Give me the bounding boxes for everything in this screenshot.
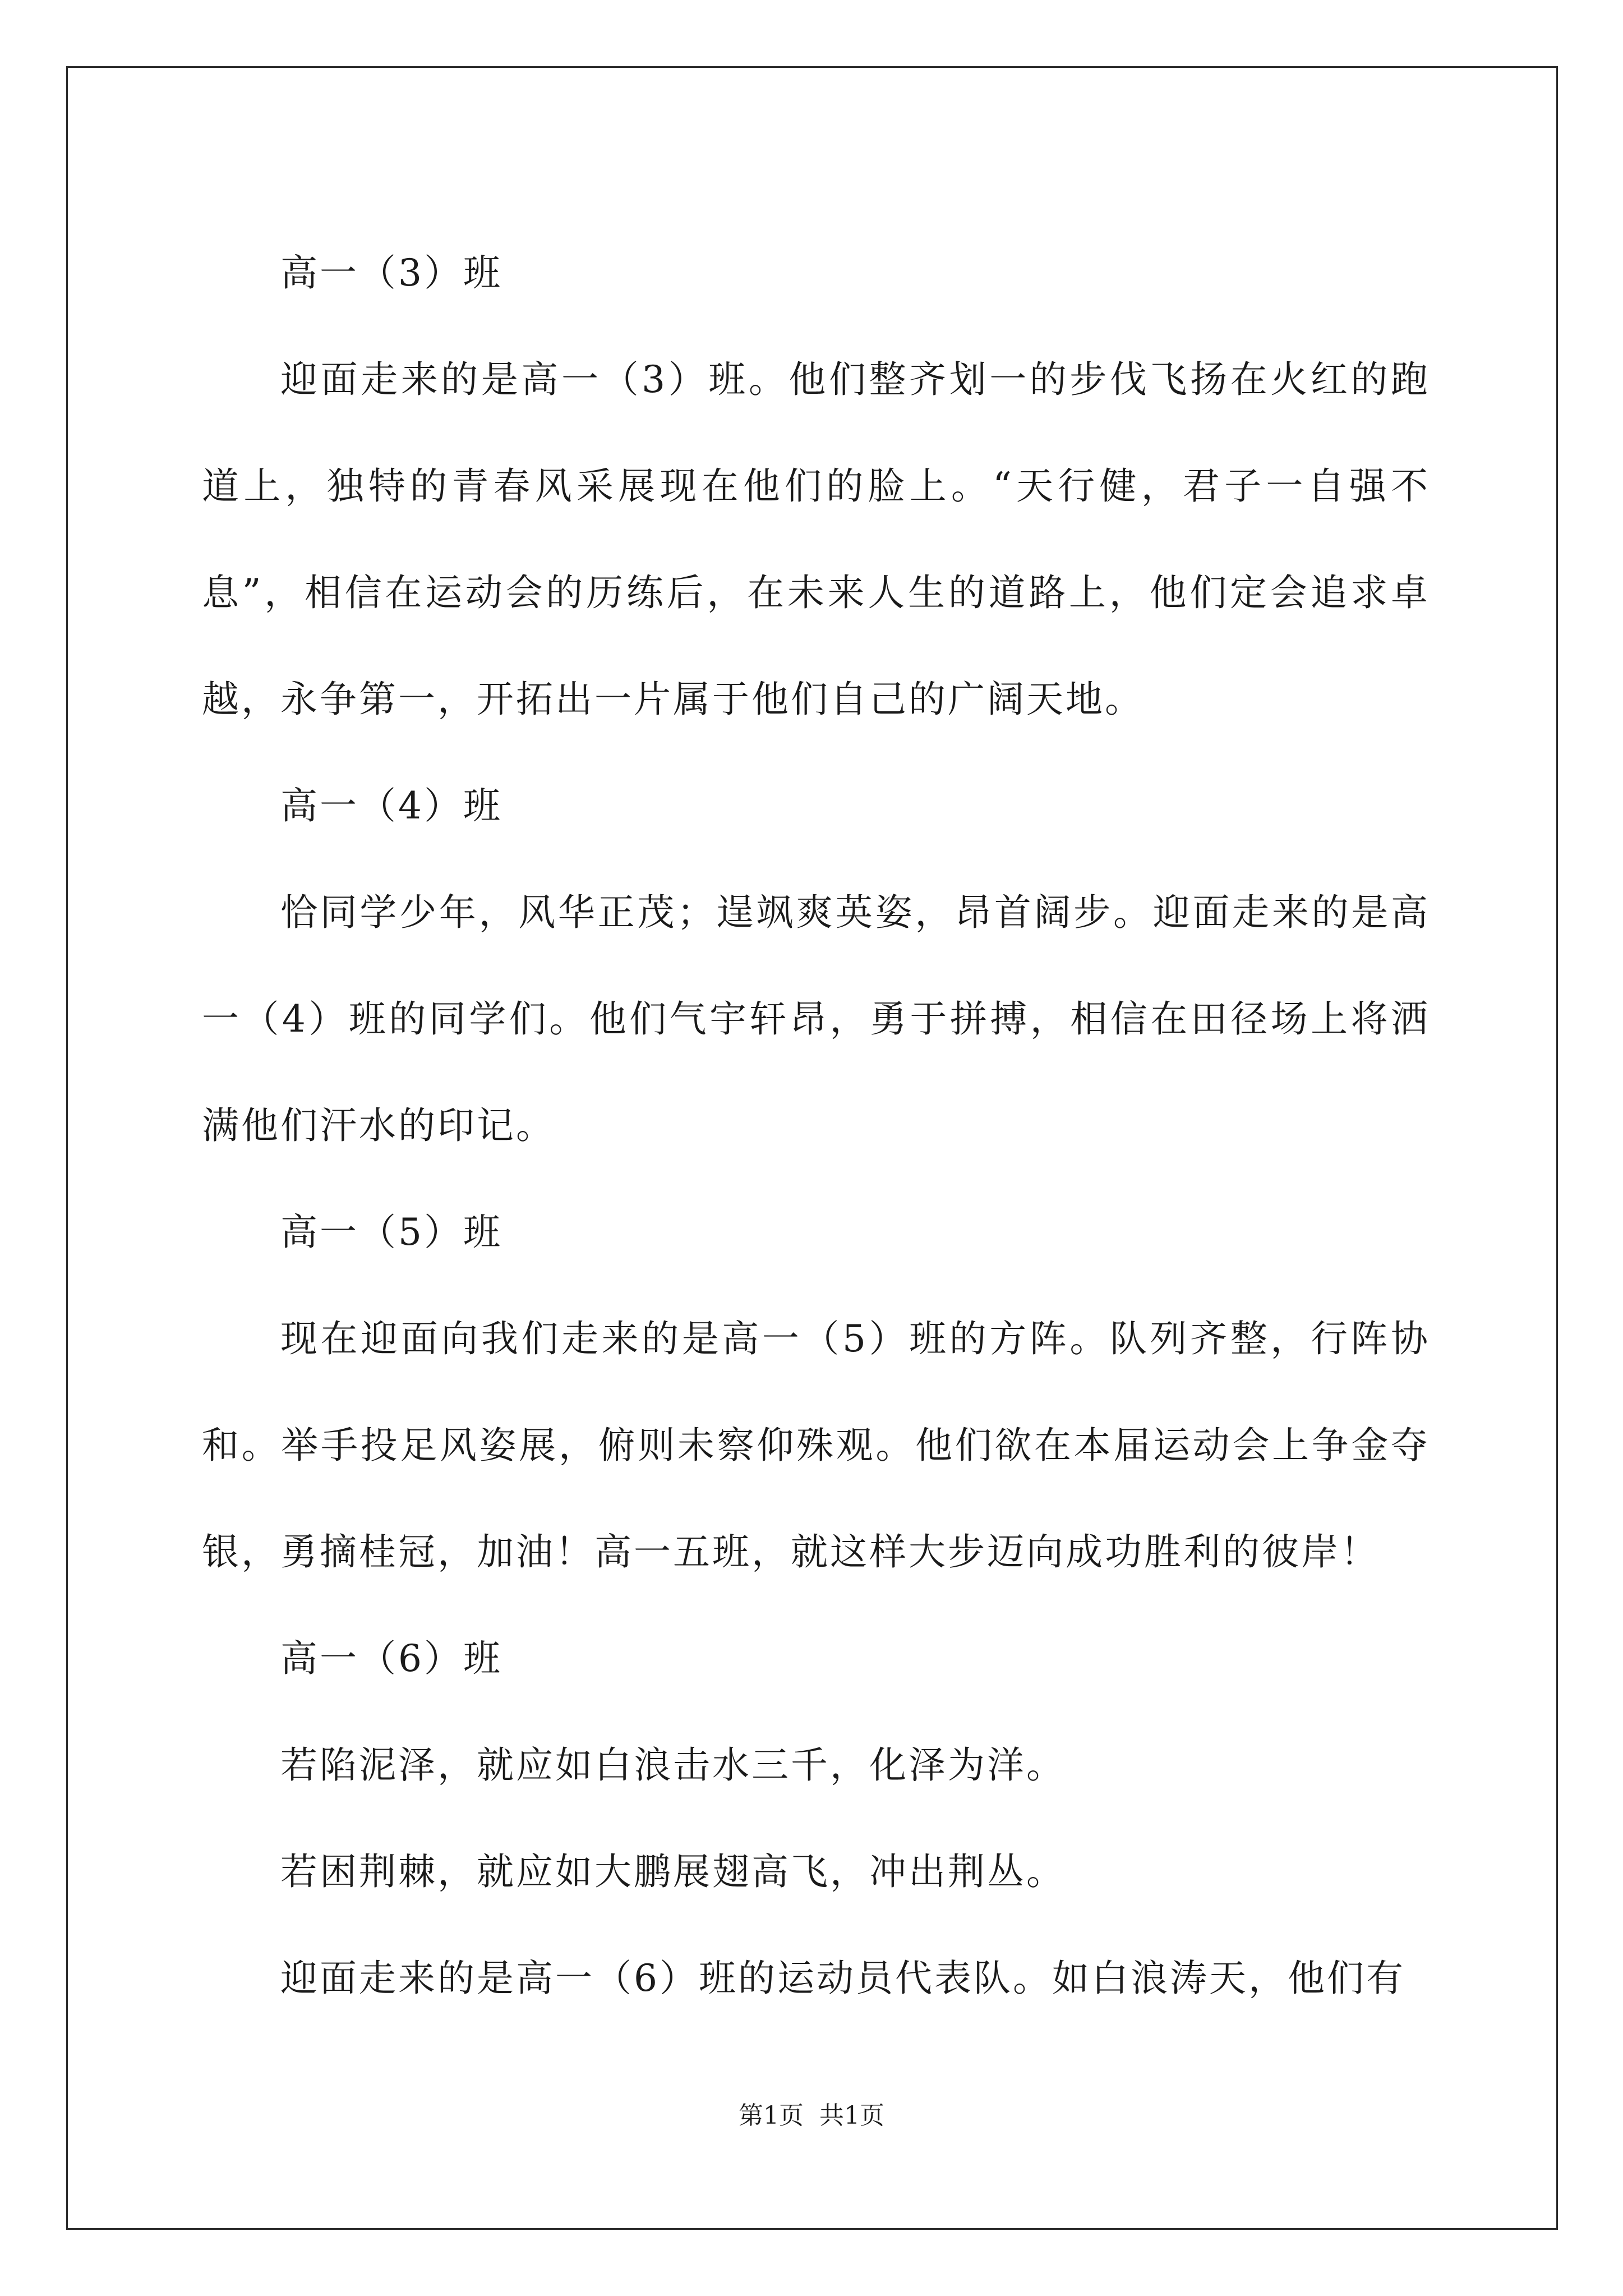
page-number-total: 共1页: [819, 2101, 884, 2130]
page-footer: [0, 2095, 1623, 2131]
paragraph-class-6-line-3: 迎面走来的是高一（6）班的运动员代表队。如白浪涛天，他们有: [280, 1957, 1405, 2000]
paragraph-class-4: 恰同学少年，风华正茂；逞飒爽英姿，昂首阔步。迎面走来的是高一（4）班的同学们。他们气宇轩昂，勇于拼搏，相信在田径场上将洒满他们汗水的印记。: [202, 891, 1430, 1147]
section-heading-class-4: 高一（4）班: [280, 784, 502, 827]
section-heading-class-6: 高一（6）班: [280, 1637, 502, 1680]
paragraph-class-6-line-2: 若困荆棘，就应如大鹏展翅高飞，冲出荆丛。: [280, 1850, 1066, 1893]
section-heading-class-3: 高一（3）班: [280, 251, 502, 295]
paragraph-class-3: 迎面走来的是高一（3）班。他们整齐划一的步伐飞扬在火红的跑道上，独特的青春风采展现在他们的脸上。“天行健，君子一自强不息”，相信在运动会的历练后，在未来人生的道路上，他们定会追求卓越，永争第一，开拓出一片属于他们自己的广阔天地。: [202, 358, 1430, 721]
page-number-current: 第1页: [739, 2101, 804, 2130]
section-heading-class-5: 高一（5）班: [280, 1211, 502, 1254]
document-body: [202, 220, 1430, 2032]
paragraph-class-5: 现在迎面向我们走来的是高一（5）班的方阵。队列齐整，行阵协和。举手投足风姿展，俯则未察仰殊观。他们欲在本届运动会上争金夺银，勇摘桂冠，加油！高一五班，就这样大步迈向成功胜利的彼岸！: [202, 1317, 1430, 1573]
paragraph-class-6-line-1: 若陷泥泽，就应如白浪击水三千，化泽为洋。: [280, 1743, 1066, 1787]
